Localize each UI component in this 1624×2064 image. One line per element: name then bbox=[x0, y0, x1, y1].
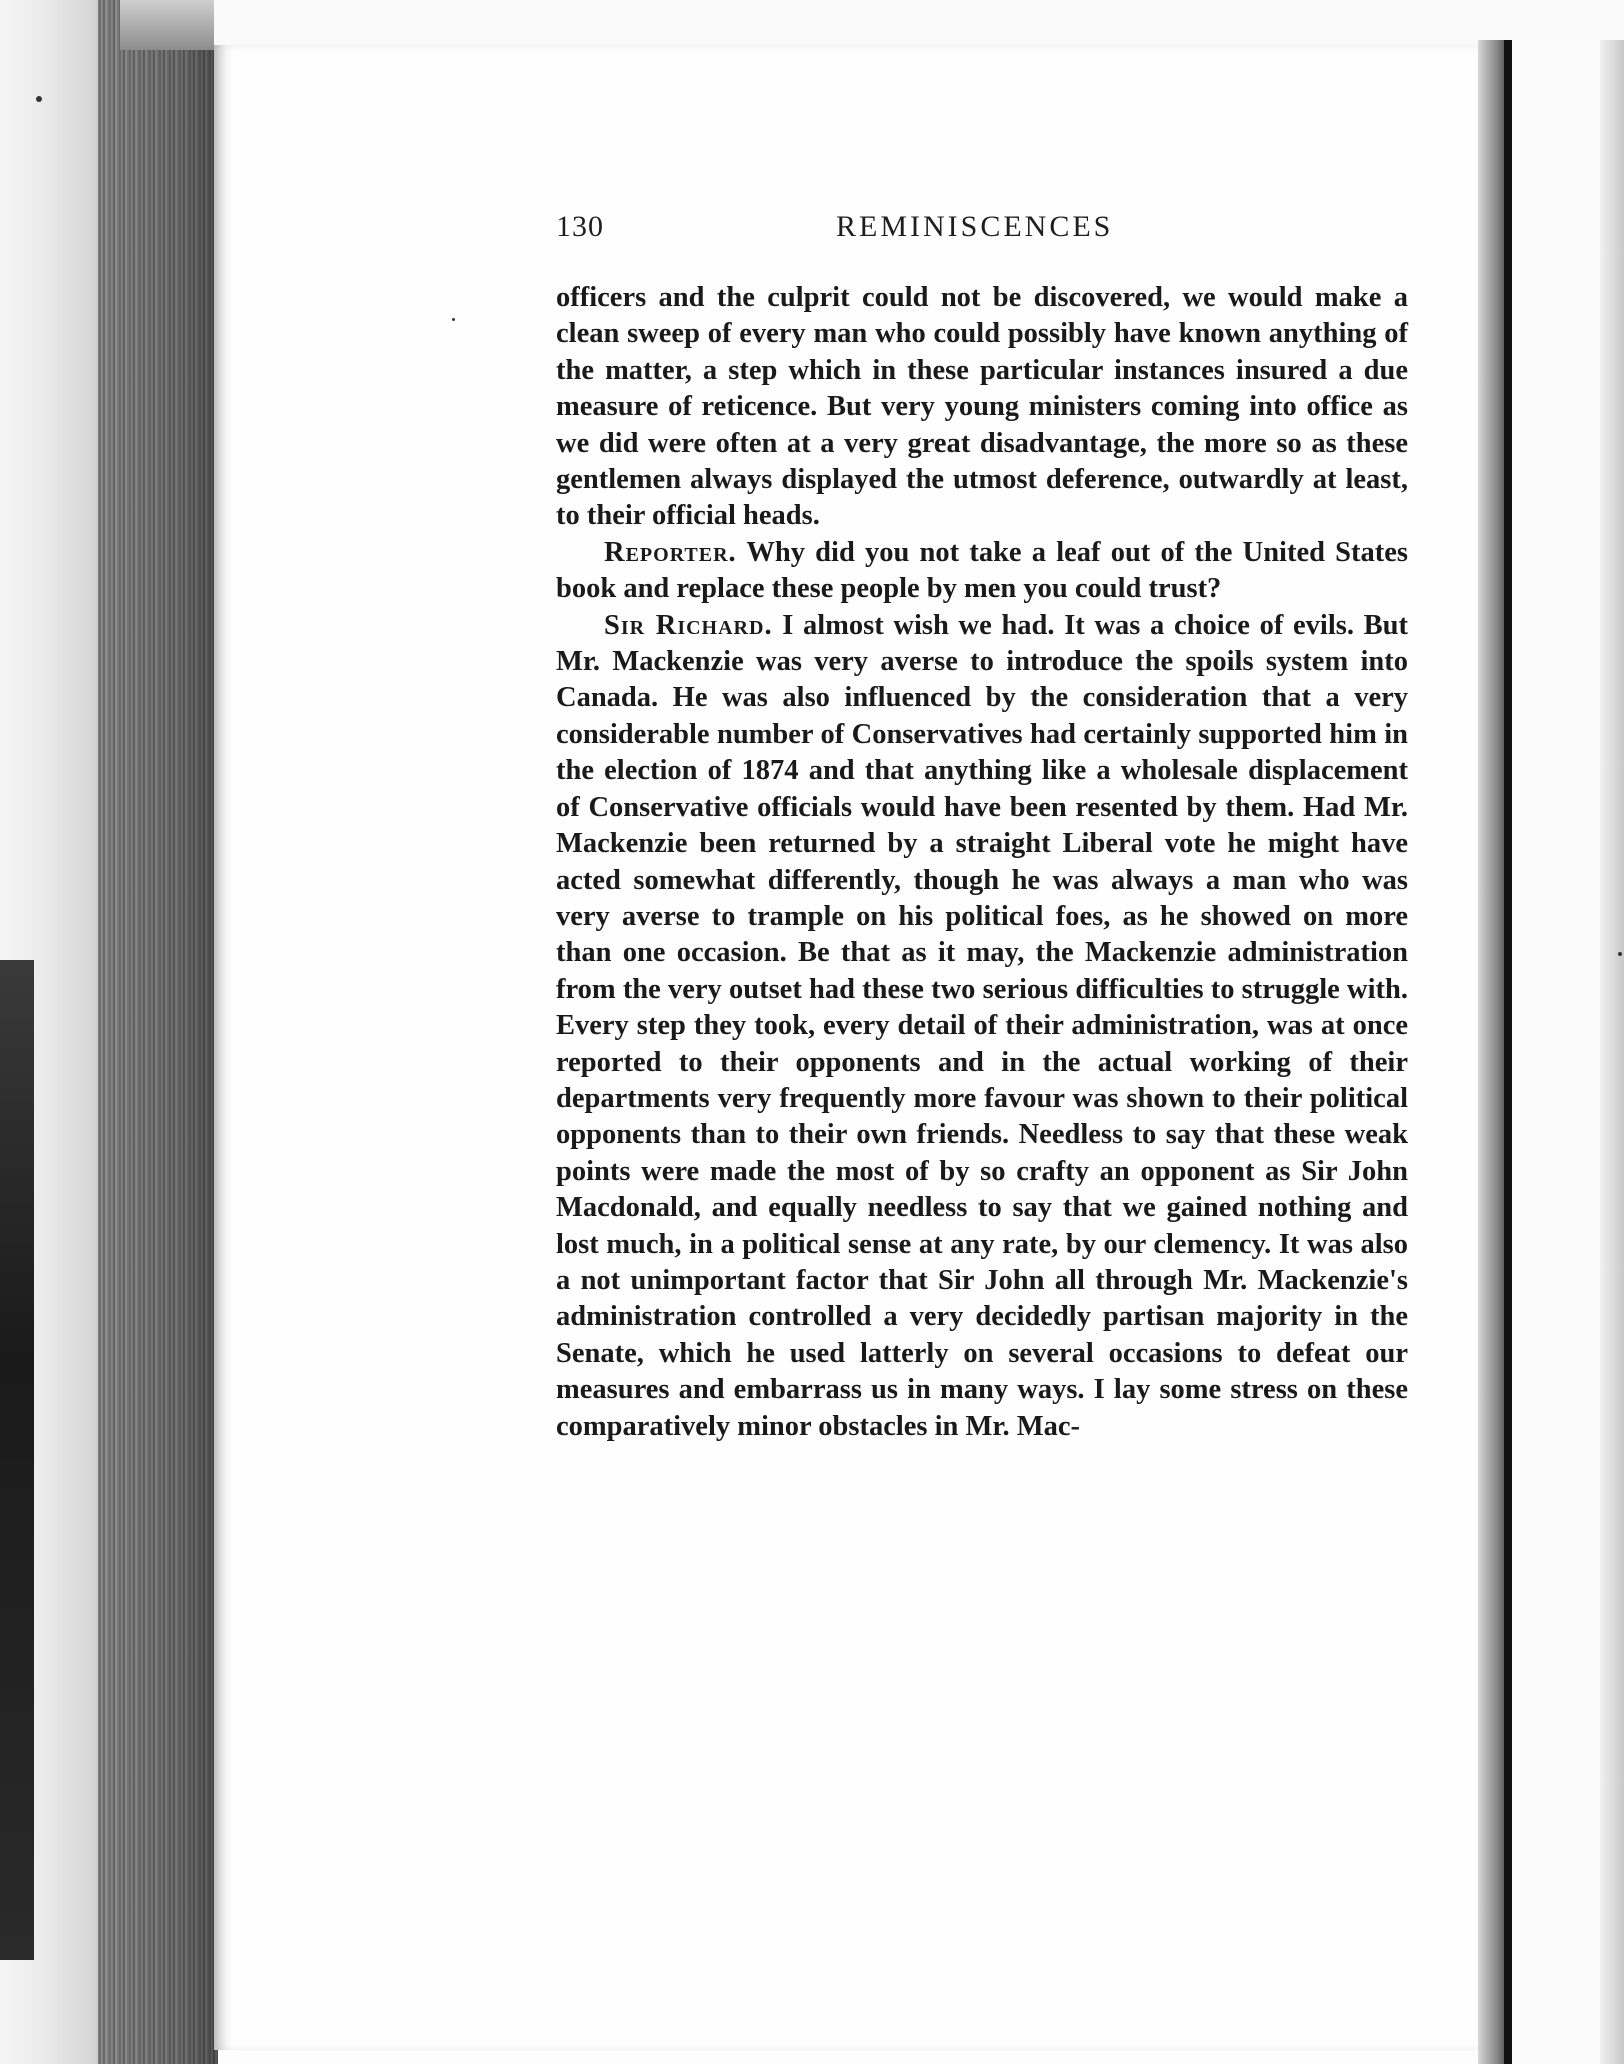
dust-speck bbox=[1618, 952, 1622, 956]
page-block-top bbox=[120, 0, 220, 50]
speaker-label: Sir Richard. bbox=[604, 609, 773, 641]
paragraph-text: Why did you not take a leaf out of the United States book and replace these people by men you could trust? bbox=[556, 536, 1408, 605]
dust-speck bbox=[36, 96, 42, 102]
dark-background-edge bbox=[0, 960, 34, 1960]
paragraph-text: officers and the culprit could not be discovered, we would make a clean sweep of every man who could possibly have known anything of the matter, a step which in these particular instances insured a due measure of reticence. But very young ministers coming into office as we did were often at a very great disadvantage, the more so as these gentlemen always displayed the utmost deference, outwardly at least, to their official heads. bbox=[556, 282, 1408, 532]
dust-speck bbox=[452, 318, 455, 321]
facing-page-edge bbox=[1600, 40, 1624, 2064]
page-header bbox=[556, 210, 1408, 250]
paragraph bbox=[556, 608, 1408, 1445]
page-block-shade bbox=[98, 0, 218, 2064]
paragraph bbox=[556, 280, 1408, 535]
top-margin-band bbox=[214, 0, 1624, 46]
speaker-label: Reporter. bbox=[604, 536, 737, 568]
paragraph bbox=[556, 535, 1408, 608]
body-text bbox=[556, 280, 1408, 1445]
page-number: 130 bbox=[556, 210, 604, 243]
paragraph-text: I almost wish we had. It was a choice of evils. But Mr. Mackenzie was very averse to introduce the spoils system into Canada. He was also influenced by the consideration that a very considerable number of Conservatives had certainly supported him in the election of 1874 and that anything like a wholesale displacement of Conservative officials would have been resented by them. Had Mr. Mackenzie been returned by a straight Liberal vote he might have acted somewhat differently, though he was always a man who was very averse to trample on his political foes, as he showed on more than one occasion. Be that as it may, the Mackenzie administration from the very outset had these two serious difficulties to struggle with. Every step they took, every detail of their administration, was at once reported to their opponents and in the actual working of their departments very frequently more favour was shown to their political opponents than to their own friends. Needless to say that these weak points were made the most of by so crafty an opponent as Sir John Macdonald, and equally needless to say that we gained nothing and lost much, in a political sense at any rate, by our clemency. It was also a not unimportant factor that Sir John all through Mr. Mackenzie's administration controlled a very decidedly partisan majority in the Senate, which he used latterly on several occasions to defeat our measures and embarrass us in many ways. I lay some stress on these comparatively minor obstacles in Mr. Mac- bbox=[556, 609, 1408, 1442]
running-head: REMINISCENCES bbox=[836, 210, 1114, 243]
book-spine bbox=[1504, 40, 1512, 2064]
